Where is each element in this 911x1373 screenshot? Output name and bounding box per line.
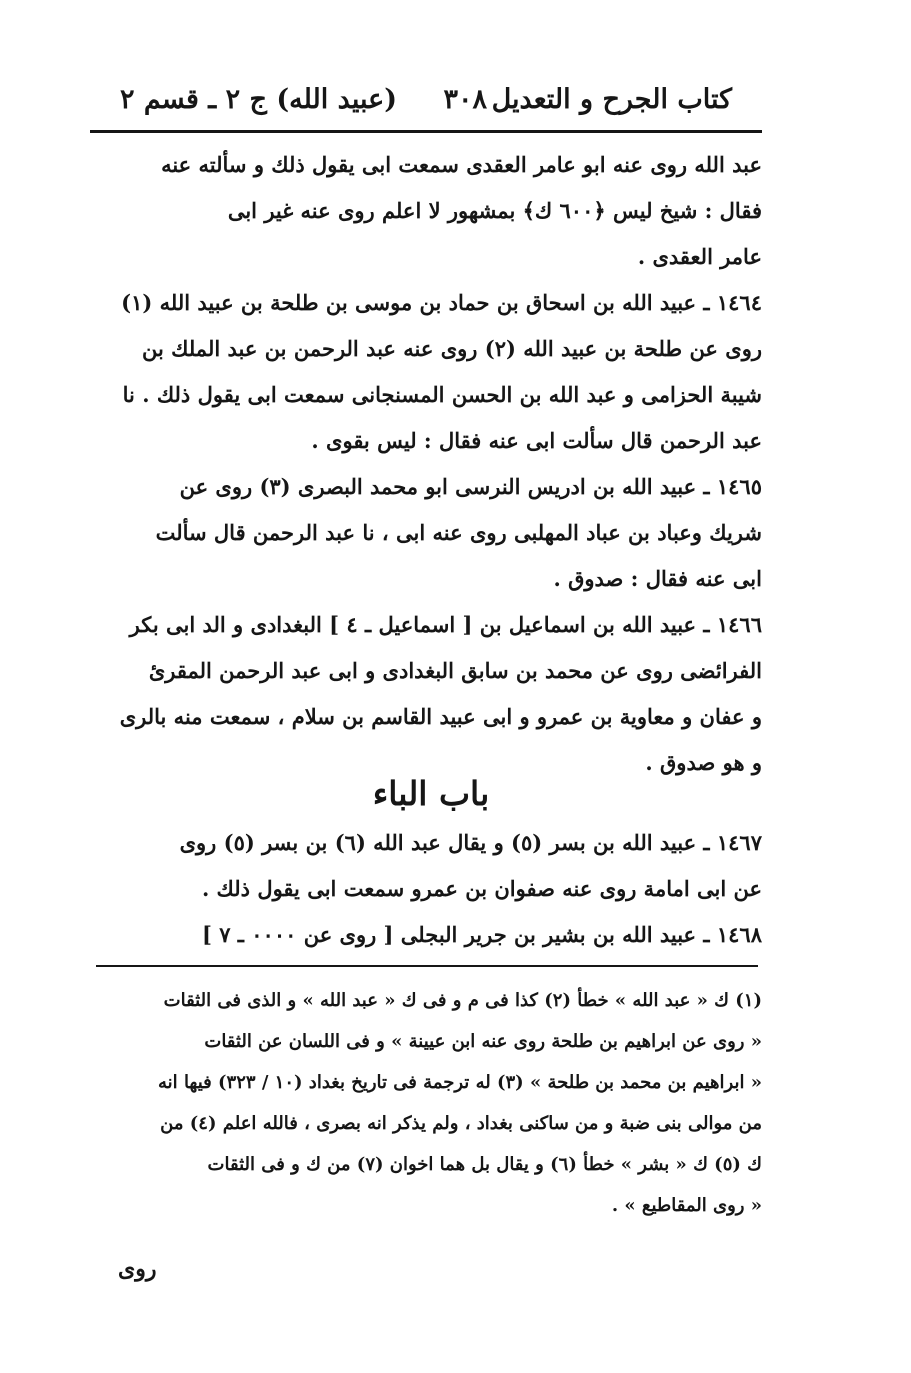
header-rule	[90, 130, 762, 133]
footnote-line: من موالى بنى ضبة و من ساكنى بغداد ، ولم يذكر انه بصرى ، فالله اعلم (٤) من	[160, 1113, 762, 1134]
text-line: و هو صدوق .	[645, 750, 762, 775]
text-line: فقال : شيخ ليس ﴿٦٠٠ ك﴾ بمشهور لا اعلم روى عنه غير ابى	[227, 198, 762, 223]
text-line: عبد الله روى عنه ابو عامر العقدى سمعت ابى يقول ذلك و سألته عنه	[161, 152, 762, 177]
footnote-line: (١) ك « عبد الله » خطأ (٢) كذا فى م و فى ك « عبد الله » و الذى فى الثقات	[163, 990, 762, 1011]
text-line: روى عن طلحة بن عبيد الله (٢) روى عنه عبد الرحمن بن عبد الملك بن	[142, 336, 762, 361]
entry-1466-line: ١٤٦٦ ـ عبيد الله بن اسماعيل بن [ اسماعيل ـ ٤ ] البغدادى و الد ابى بكر	[129, 612, 762, 637]
section-label: (عبيد الله) ج ٢ ـ قسم ٢	[120, 84, 398, 115]
chapter-title: باب الباء	[372, 774, 490, 813]
text-line: و عفان و معاوية بن عمرو و ابى عبيد القاسم بن سلام ، سمعت منه بالرى	[119, 704, 762, 729]
entry-1464-line: ١٤٦٤ ـ عبيد الله بن اسحاق بن حماد بن موسى بن طلحة بن عبيد الله (١)	[121, 290, 762, 315]
entry-1468-line: ١٤٦٨ ـ عبيد الله بن بشير بن جرير البجلى [ روى عن ٠٠٠٠ ـ ٧ ]	[201, 922, 762, 947]
book-title: كتاب الجرح و التعديل	[491, 84, 732, 115]
page-header	[90, 78, 762, 128]
entry-1467-line: ١٤٦٧ ـ عبيد الله بن بسر (٥) و يقال عبد الله (٦) بن بسر (٥) روى	[179, 830, 762, 855]
text-line: عامر العقدى .	[637, 244, 762, 269]
page-number: ٣٠٨	[443, 84, 487, 115]
footnotes	[100, 980, 762, 1226]
text-line: الفرائضى روى عن محمد بن سابق البغدادى و ابى عبد الرحمن المقرئ	[148, 658, 762, 683]
entry-1465-line: ١٤٦٥ ـ عبيد الله بن ادريس النرسى ابو محمد البصرى (٣) روى عن	[179, 474, 762, 499]
footnote-line: « روى عن ابراهيم بن طلحة روى عنه ابن عيينة » و فى اللسان عن الثقات	[204, 1031, 762, 1052]
text-line: عن ابى امامة روى عنه صفوان بن عمرو سمعت ابى يقول ذلك .	[201, 876, 762, 901]
text-line: شيبة الحزامى و عبد الله بن الحسن المسنجانى سمعت ابى يقول ذلك . نا	[122, 382, 762, 407]
footnote-line: « روى المقاطيع » .	[611, 1195, 762, 1216]
text-line: شريك وعباد بن عباد المهلبى روى عنه ابى ، نا عبد الرحمن قال سألت	[155, 520, 762, 545]
footnote-line: ك (٥) ك « بشر » خطأ (٦) و يقال بل هما اخوان (٧) من ك و فى الثقات	[207, 1154, 762, 1175]
catchword: روى	[118, 1256, 157, 1282]
body-text	[100, 142, 762, 786]
footnote-line: « ابراهيم بن محمد بن طلحة » (٣) له ترجمة فى تاريخ بغداد (١٠ / ٣٢٣) فيها انه	[158, 1072, 762, 1093]
footnote-rule	[96, 965, 758, 967]
text-line: ابى عنه فقال : صدوق .	[553, 566, 762, 591]
body-text-2	[100, 820, 762, 958]
text-line: عبد الرحمن قال سألت ابى عنه فقال : ليس بقوى .	[311, 428, 762, 453]
